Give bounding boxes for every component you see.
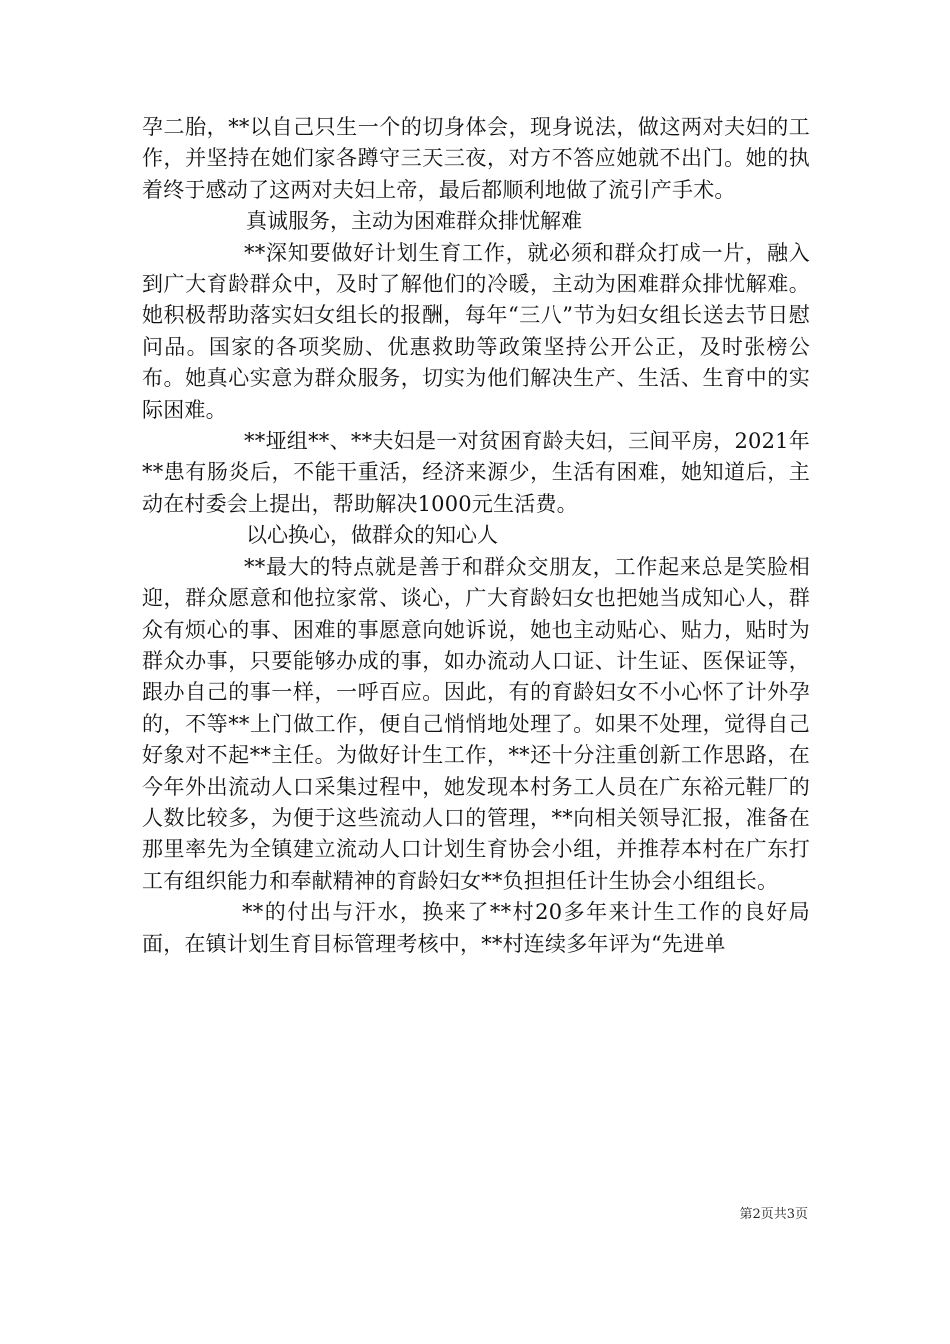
paragraph-4: **最大的特点就是善于和群众交朋友，工作起来总是笑脸相迎，群众愿意和他拉家常、谈心，广大育龄妇女也把她当成知心人，群众有烦心的事、困难的事愿意向她诉说，她也主动贴心、贴力，贴时为群众办事，只要能够办成的事，如办流动人口证、计生证、医保证等，跟办自己的事一样，一呼百应。因此，有的育龄妇女不小心怀了计外孕的，不等**上门做工作，便自己悄悄地处理了。如果不处理，觉得自己好象对不起**主任。为做好计生工作，**还十分注重创新工作思路，在今年外出流动人口采集过程中，她发现本村务工人员在广东裕元鞋厂的人数比较多，为便于这些流动人口的管理，**向相关领导汇报，准备在那里率先为全镇建立流动人口计划生育协会小组，并推荐本村在广东打工有组织能力和奉献精神的育龄妇女**负担担任计生协会小组组长。 (142, 554, 810, 893)
document-body (142, 112, 810, 960)
paragraph-1: 孕二胎，**以自己只生一个的切身体会，现身说法，做这两对夫妇的工作，并坚持在她们家各蹲守三天三夜，对方不答应她就不出门。她的执着终于感动了这两对夫妇上帝，最后都顺利地做了流引产手术。 (142, 115, 810, 202)
paragraph-5: **的付出与汗水，换来了**村20多年来计生工作的良好局面，在镇计划生育目标管理考核中，**村连续多年评为“先进单 (142, 900, 810, 956)
section-heading-1: 真诚服务，主动为困难群众排忧解难 (246, 209, 582, 234)
paragraph-3: **垭组**、**夫妇是一对贫困育龄夫妇，三间平房，2021年**患有肠炎后，不能干重活，经济来源少，生活有困难，她知道后，主动在村委会上提出，帮助解决1000元生活费。 (142, 429, 810, 516)
page-number-footer: 第2页共3页 (739, 1207, 808, 1222)
section-heading-2: 以心换心，做群众的知心人 (246, 523, 498, 548)
paragraph-2: **深知要做好计划生育工作，就必须和群众打成一片，融入到广大育龄群众中，及时了解他们的冷暖，主动为困难群众排忧解难。她积极帮助落实妇女组长的报酬，每年“三八”节为妇女组长送去节日慰问品。国家的各项奖励、优惠救助等政策坚持公开公正，及时张榜公布。她真心实意为群众服务，切实为他们解决生产、生活、生育中的实际困难。 (142, 240, 810, 422)
